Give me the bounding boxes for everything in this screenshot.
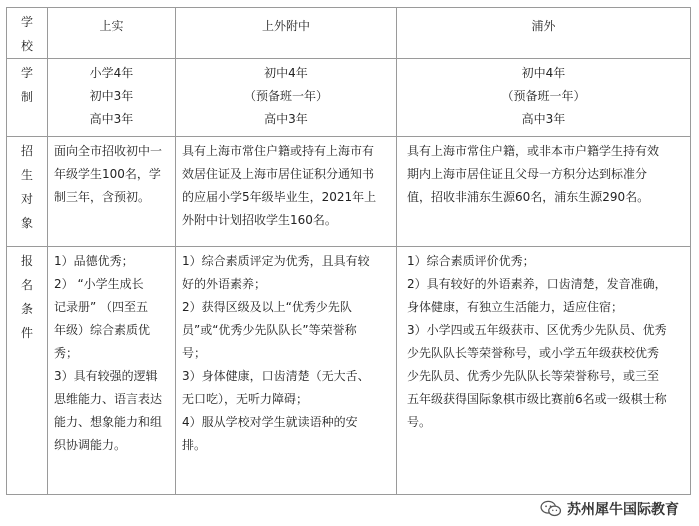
baoming-shangwai-line: 1）综合素质评定为优秀，且具有较: [182, 254, 370, 268]
baoming-shangshi-line: 1）品德优秀；: [54, 254, 134, 268]
xuezhi-puwai: [397, 59, 691, 137]
zhaosheng-shangshi-line: 年级学生100名，学: [54, 167, 161, 181]
zhaosheng-shangshi-line: 制三年，含预初。: [54, 190, 151, 204]
label-baoming-line: 件: [20, 326, 33, 340]
baoming-shangwai-line: 好的外语素养；: [182, 277, 267, 291]
baoming-puwai-line: 身体健康，有独立生活能力，适应住宿；: [407, 300, 624, 314]
baoming-puwai-line: 1）综合素质评价优秀；: [407, 254, 535, 268]
xuezhi-shangshi-line: 初中3年: [89, 89, 134, 103]
label-xuezhi-line1: 学: [20, 66, 33, 80]
xuezhi-shangwai-line: 高中3年: [264, 112, 308, 126]
baoming-shangshi-line: 思维能力、语言表达: [54, 392, 163, 406]
baoming-shangwai-line: 员”或“优秀少先队队长”等荣誉称: [182, 323, 357, 337]
baoming-puwai-line: 2）具有较好的外语素养，口齿清楚，发音准确，: [407, 277, 667, 291]
baoming-shangshi: [48, 247, 176, 495]
label-zhaosheng: [7, 137, 48, 247]
baoming-shangshi-line: 秀；: [54, 346, 79, 360]
xuezhi-shangshi: [48, 59, 176, 137]
watermark: [536, 498, 683, 520]
label-zhaosheng-line: 象: [20, 216, 33, 230]
baoming-shangwai-line: 3）身体健康，口齿清楚（无大舌、: [182, 369, 370, 383]
baoming-shangwai-line: 无口吃），无听力障碍；: [182, 392, 309, 406]
label-baoming-line: 条: [20, 302, 33, 316]
baoming-shangshi-line: 年级）综合素质优: [54, 323, 151, 337]
header-school-label-line1: 学: [20, 15, 33, 29]
baoming-shangwai-line: 号；: [182, 346, 207, 360]
baoming-puwai-line: 3）小学四或五年级获市、区优秀少先队员、优秀: [407, 323, 667, 337]
label-baoming-line: 名: [20, 278, 33, 292]
baoming-puwai-line: 少先队队长等荣誉称号，或小学五年级获校优秀: [407, 346, 660, 360]
watermark-text: 苏州犀牛国际教育: [567, 502, 679, 518]
row-xuezhi: [7, 59, 691, 137]
row-baoming: [7, 247, 691, 495]
zhaosheng-shangwai-line: 效居住证及上海市居住证积分通知书: [182, 167, 375, 181]
baoming-shangshi-line: 3）具有较强的逻辑: [54, 369, 158, 383]
zhaosheng-shangshi: [48, 137, 176, 247]
zhaosheng-shangwai: [176, 137, 397, 247]
baoming-puwai-line: 号。: [407, 415, 432, 429]
xuezhi-shangshi-line: 高中3年: [89, 112, 134, 126]
zhaosheng-shangwai-line: 具有上海市常住户籍或持有上海市有: [182, 144, 375, 158]
baoming-shangshi-line: 记录册” （四至五: [54, 300, 149, 314]
xuezhi-puwai-line: 初中4年: [521, 66, 566, 80]
label-zhaosheng-line: 生: [20, 168, 33, 182]
xuezhi-shangwai-line: （预备班一年）: [243, 89, 328, 103]
baoming-shangshi-line: 2） “小学生成长: [54, 277, 144, 291]
xuezhi-puwai-line: 高中3年: [521, 112, 566, 126]
baoming-puwai: [397, 247, 691, 495]
header-shangshi: 上实: [48, 8, 176, 59]
label-xuezhi: [7, 59, 48, 137]
label-xuezhi-line2: 制: [20, 90, 33, 104]
row-zhaosheng: [7, 137, 691, 247]
label-baoming-line: 报: [20, 254, 33, 268]
baoming-shangwai-line: 排。: [182, 438, 207, 452]
baoming-shangwai: [176, 247, 397, 495]
zhaosheng-puwai-line: 具有上海市常住户籍，或非本市户籍学生持有效: [407, 144, 660, 158]
label-zhaosheng-line: 招: [20, 144, 33, 158]
header-row: [7, 8, 691, 59]
zhaosheng-puwai-line: 值，招收非浦东生源60名，浦东生源290名。: [407, 190, 650, 204]
xuezhi-shangshi-line: 小学4年: [89, 66, 134, 80]
header-puwai: 浦外: [397, 8, 691, 59]
zhaosheng-puwai: [397, 137, 691, 247]
zhaosheng-shangwai-line: 的应届小学5年级毕业生，2021年上: [182, 190, 377, 204]
zhaosheng-shangshi-line: 面向全市招收初中一: [54, 144, 163, 158]
header-school-label-line2: 校: [20, 39, 33, 53]
xuezhi-shangwai: [176, 59, 397, 137]
baoming-shangwai-line: 2）获得区级及以上“优秀少先队: [182, 300, 352, 314]
zhaosheng-puwai-line: 期内上海市居住证且父母一方积分达到标准分: [407, 167, 648, 181]
wechat-icon: [540, 500, 562, 518]
baoming-puwai-line: 五年级获得国际象棋市级比赛前6名或一级棋士称: [407, 392, 667, 406]
school-comparison-table: [6, 7, 691, 495]
baoming-puwai-line: 少先队员、优秀少先队队长等荣誉称号，或三至: [407, 369, 660, 383]
zhaosheng-shangwai-line: 外附中计划招收学生160名。: [182, 213, 337, 227]
xuezhi-shangwai-line: 初中4年: [264, 66, 308, 80]
label-baoming: [7, 247, 48, 495]
baoming-shangshi-line: 能力、想象能力和组: [54, 415, 163, 429]
baoming-shangshi-line: 织协调能力。: [54, 438, 127, 452]
label-zhaosheng-line: 对: [20, 192, 33, 206]
xuezhi-puwai-line: （预备班一年）: [501, 89, 586, 103]
header-shangwai: 上外附中: [176, 8, 397, 59]
header-school-label: [7, 8, 48, 59]
baoming-shangwai-line: 4）服从学校对学生就读语种的安: [182, 415, 358, 429]
